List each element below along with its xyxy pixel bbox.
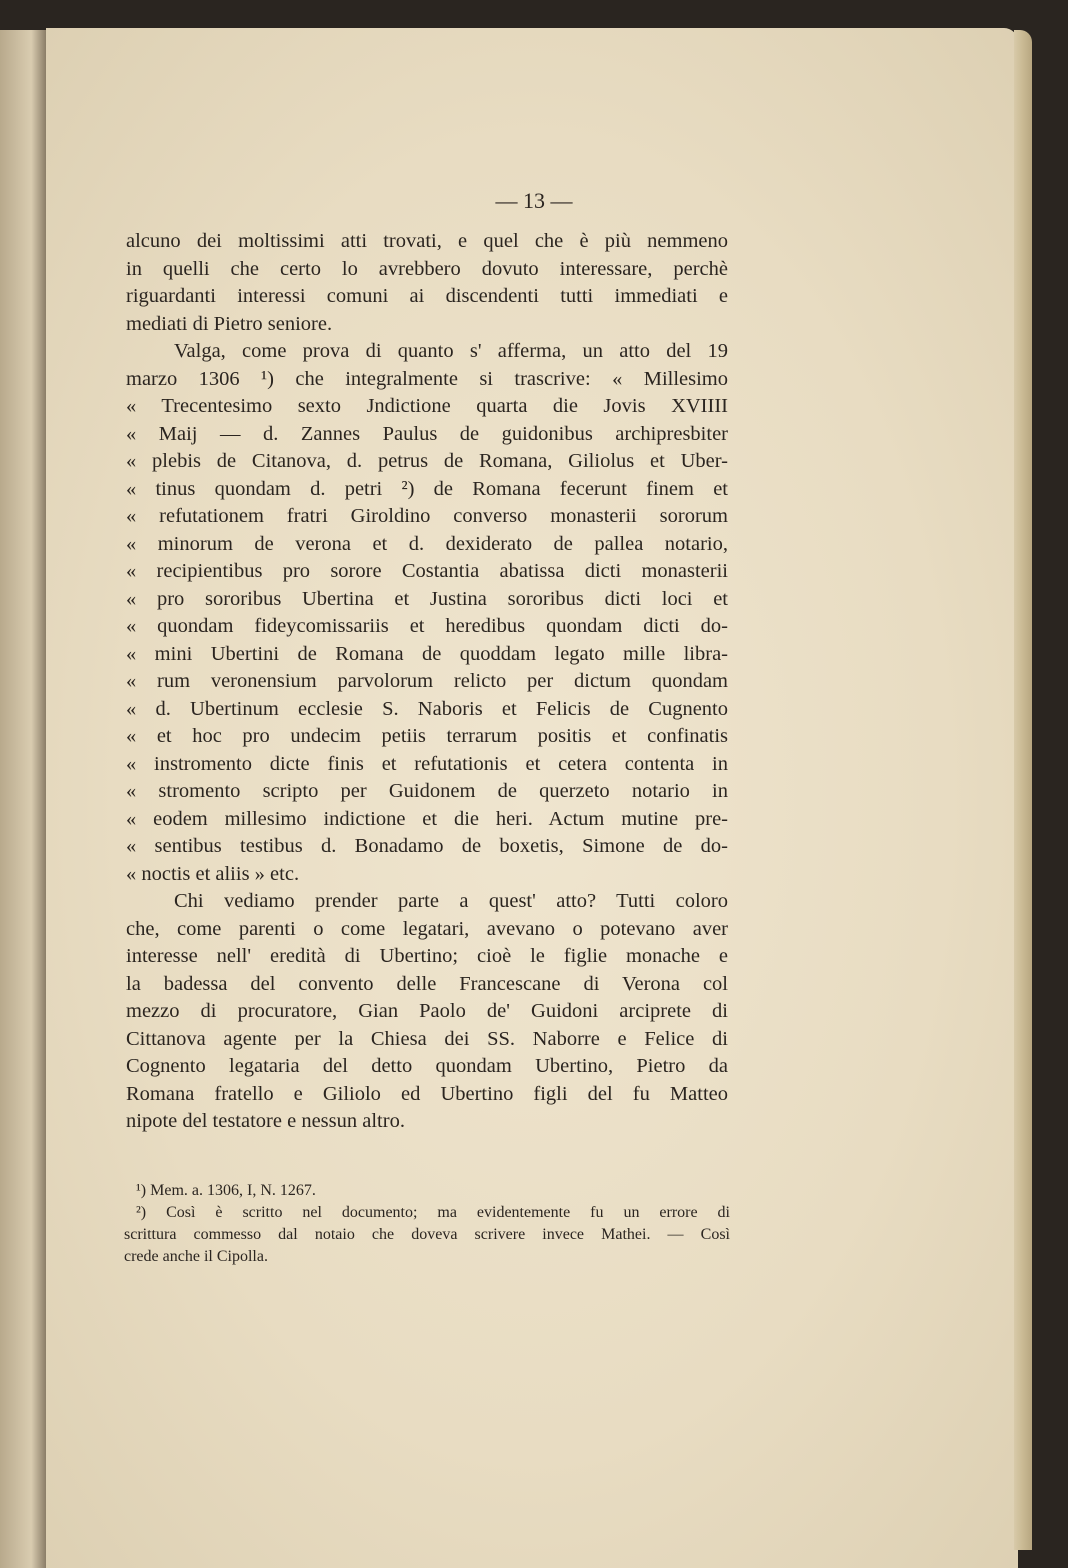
text-line: in quelli che certo lo avrebbero dovuto interessare, perchè: [126, 257, 728, 280]
text-line: « tinus quondam d. petri ²) de Romana fecerunt finem et: [126, 477, 728, 500]
text-line: « Trecentesimo sexto Jndictione quarta die Jovis XVIIII: [126, 395, 728, 417]
text-line: « sentibus testibus d. Bonadamo de boxetis, Simone de do-: [126, 835, 728, 857]
paragraph: [126, 888, 728, 1136]
text-line: « rum veronensium parvolorum relicto per dictum quondam: [126, 670, 728, 692]
footnote-line: ¹) Mem. a. 1306, I, N. 1267.: [136, 1182, 316, 1199]
page-number: — 13 —: [495, 188, 573, 213]
text-line: « recipientibus pro sorore Costantia abatissa dicti monasterii: [126, 560, 728, 582]
text-line: Cognento legataria del detto quondam Ubertino, Pietro da: [126, 1055, 728, 1077]
text-line: « instromento dicte finis et refutationis et cetera contenta in: [126, 752, 728, 775]
footnote: [136, 1180, 730, 1202]
previous-page-edge: [0, 30, 52, 1568]
text-line: « plebis de Citanova, d. petrus de Romana, Giliolus et Uber-: [126, 450, 728, 472]
text-line: la badessa del convento delle Francescane di Verona col: [126, 972, 728, 995]
text-line: mediati di Pietro seniore.: [126, 312, 333, 335]
page-stack-edge: [1014, 30, 1032, 1550]
text-line: Romana fratello e Giliolo ed Ubertino figli del fu Matteo: [126, 1082, 728, 1105]
text-line: « minorum de verona et d. dexiderato de pallea notario,: [126, 532, 728, 555]
body-text: [126, 228, 728, 1136]
text-line: interesse nell' eredità di Ubertino; cioè le figlie monache e: [126, 945, 728, 967]
text-line: « refutationem fratri Giroldino converso monasterii sororum: [126, 505, 728, 527]
text-line: « eodem millesimo indictione et die heri. Actum mutine pre-: [126, 807, 728, 830]
paragraph: [126, 338, 728, 888]
footnotes: [124, 1180, 730, 1268]
text-line: « et hoc pro undecim petiis terrarum positis et confinatis: [126, 725, 728, 747]
text-line: riguardanti interessi comuni ai discendenti tutti immediati e: [126, 285, 728, 307]
text-line: alcuno dei moltissimi atti trovati, e quel che è più nemmeno: [126, 230, 728, 252]
text-line: Chi vediamo prender parte a quest' atto? Tutti coloro: [174, 890, 728, 912]
text-line: marzo 1306 ¹) che integralmente si trascrive: « Millesimo: [126, 367, 728, 390]
text-line: « stromento scripto per Guidonem de querzeto notario in: [126, 780, 728, 802]
footnote: [124, 1202, 730, 1268]
paragraph: [126, 228, 728, 338]
footnote-line: ²) Così è scritto nel documento; ma evidentemente fu un errore di: [136, 1204, 730, 1221]
text-line: « quondam fideycomissariis et heredibus quondam dicti do-: [126, 615, 728, 637]
text-line: mezzo di procuratore, Gian Paolo de' Guidoni arciprete di: [126, 1000, 728, 1022]
text-line: che, come parenti o come legatari, avevano o potevano aver: [126, 917, 728, 940]
text-line: nipote del testatore e nessun altro.: [126, 1110, 405, 1132]
text-line: « mini Ubertini de Romana de quoddam legato mille libra-: [126, 642, 728, 665]
text-line: Cittanova agente per la Chiesa dei SS. Naborre e Felice di: [126, 1027, 728, 1050]
text-line: « pro sororibus Ubertina et Justina sororibus dicti loci et: [126, 587, 728, 610]
footnote-line: crede anche il Cipolla.: [124, 1248, 268, 1265]
text-line: « d. Ubertinum ecclesie S. Naboris et Felicis de Cugnento: [126, 697, 728, 720]
text-line: « noctis et aliis » etc.: [126, 862, 300, 885]
text-line: « Maij — d. Zannes Paulus de guidonibus archipresbiter: [126, 422, 728, 445]
text-line: Valga, come prova di quanto s' afferma, un atto del 19: [174, 340, 728, 362]
footnote-line: scrittura commesso dal notaio che doveva scrivere invece Mathei. — Così: [124, 1226, 730, 1243]
